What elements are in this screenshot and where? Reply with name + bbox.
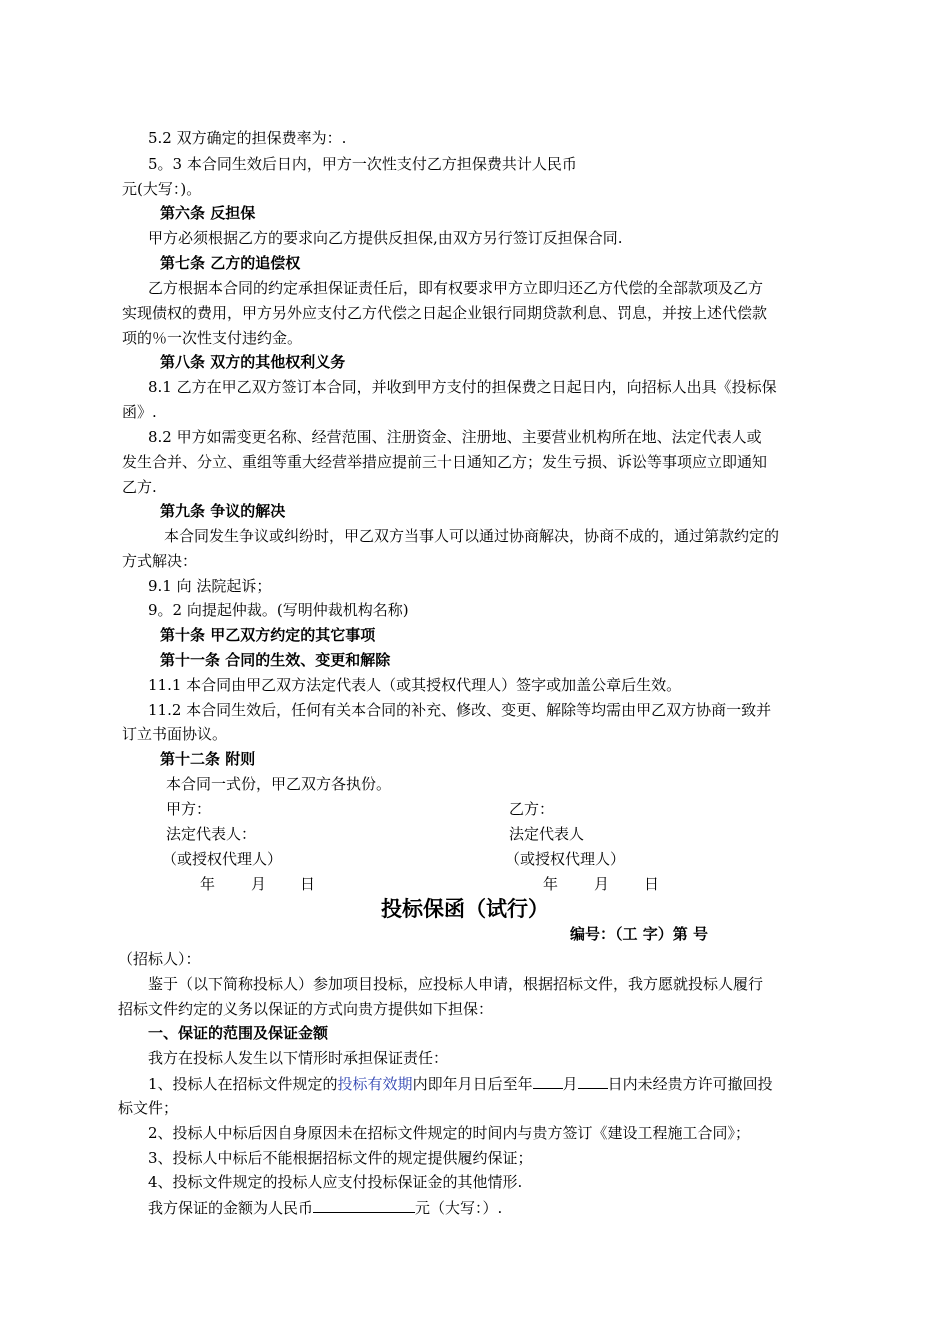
- clause-8-2: 8.2 甲方如需变更名称、经营范围、注册资金、注册地、主要营业机构所在地、法定代表人或: [148, 428, 762, 446]
- clause-11-2-cont: 订立书面协议。: [122, 725, 228, 743]
- clause-8-2-cont-1: 发生合并、分立、重组等重大经营举措应提前三十日通知乙方；发生亏损、诉讼等事项应立即通知: [122, 453, 768, 471]
- guarantee-item-1-cont: 标文件；: [118, 1099, 179, 1117]
- article-9-heading: 第九条 争议的解决: [160, 502, 286, 520]
- clause-8-1: 8.1 乙方在甲乙双方签订本合同，并收到甲方支付的担保费之日起日内，向招标人出具《投标保: [148, 378, 777, 396]
- article-12-text: 本合同一式份，甲乙双方各执份。: [166, 775, 392, 793]
- item-1-month: 月: [562, 1075, 578, 1093]
- party-a-agent: （或授权代理人）: [162, 850, 283, 868]
- clause-8-1-cont: 函》.: [122, 403, 157, 421]
- party-a-date-day: 日: [300, 875, 316, 893]
- party-a-date-year: 年: [200, 875, 216, 893]
- amount-prefix: 我方保证的金额为人民币: [148, 1199, 314, 1217]
- clause-5-3: 5。3 本合同生效后日内，甲方一次性支付乙方担保费共计人民币: [148, 155, 577, 173]
- clause-9-2: 9。2 向提起仲裁。(写明仲裁机构名称): [148, 601, 409, 619]
- article-9-line-2: 方式解决：: [122, 552, 198, 570]
- party-b-date-year: 年: [543, 875, 559, 893]
- party-b-date-day: 日: [644, 875, 660, 893]
- guarantee-para-1: 鉴于（以下简称投标人）参加项目投标，应投标人申请，根据招标文件，我方愿就投标人履行: [148, 975, 764, 993]
- article-6-text: 甲方必须根据乙方的要求向乙方提供反担保,由双方另行签订反担保合同.: [148, 229, 623, 247]
- article-7-line-2: 实现债权的费用，甲方另外应支付乙方代偿之日起企业银行同期贷款利息、罚息，并按上述代偿款: [122, 304, 768, 322]
- guarantee-item-2: 2、投标人中标后因自身原因未在招标文件规定的时间内与贵方签订《建设工程施工合同》；: [148, 1124, 751, 1142]
- bid-validity-link[interactable]: 投标有效期: [337, 1075, 413, 1093]
- party-a-representative: 法定代表人：: [166, 825, 257, 843]
- day-blank: [578, 1073, 608, 1089]
- party-b-label: 乙方：: [509, 800, 555, 818]
- article-8-heading: 第八条 双方的其他权利义务: [160, 353, 346, 371]
- party-b-date-month: 月: [594, 875, 610, 893]
- section-1-heading: 一、保证的范围及保证金额: [148, 1024, 329, 1042]
- clause-8-2-cont-2: 乙方.: [122, 478, 157, 496]
- item-1-suffix: 日内未经贵方许可撤回投: [607, 1075, 773, 1093]
- month-blank: [533, 1073, 563, 1089]
- guarantee-addressee: （招标人）：: [118, 950, 201, 968]
- guarantee-item-4: 4、投标文件规定的投标人应支付投标保证金的其他情形.: [148, 1173, 523, 1191]
- guarantee-title: 投标保函（试行）: [381, 897, 549, 921]
- guarantee-amount: [148, 1197, 502, 1218]
- clause-11-1: 11.1 本合同由甲乙双方法定代表人（或其授权代理人）签字或加盖公章后生效。: [148, 676, 682, 694]
- party-a-label: 甲方：: [166, 800, 212, 818]
- amount-blank: [313, 1197, 415, 1213]
- clause-5-2: 5.2 双方确定的担保费率为：.: [148, 129, 347, 147]
- article-7-heading: 第七条 乙方的追偿权: [160, 254, 301, 272]
- article-12-heading: 第十二条 附则: [160, 750, 256, 768]
- article-7-line-3: 项的％一次性支付违约金。: [122, 329, 303, 347]
- guarantee-para-1-cont: 招标文件约定的义务以保证的方式向贵方提供如下担保：: [118, 1000, 494, 1018]
- guarantee-number: 编号：（工 字）第 号: [570, 925, 708, 943]
- article-11-heading: 第十一条 合同的生效、变更和解除: [160, 651, 391, 669]
- article-7-line-1: 乙方根据本合同的约定承担保证责任后，即有权要求甲方立即归还乙方代偿的全部款项及乙方: [148, 279, 764, 297]
- amount-suffix: 元（大写：）.: [415, 1199, 503, 1217]
- party-a-date-month: 月: [251, 875, 267, 893]
- clause-5-3-cont: 元(大写：)。: [122, 180, 202, 198]
- item-1-middle: 内即年月日后至年: [412, 1075, 533, 1093]
- guarantee-item-3: 3、投标人中标后不能根据招标文件的规定提供履约保证；: [148, 1149, 533, 1167]
- article-10-heading: 第十条 甲乙双方约定的其它事项: [160, 626, 376, 644]
- guarantee-item-1: [148, 1073, 773, 1094]
- article-6-heading: 第六条 反担保: [160, 204, 256, 222]
- clause-9-1: 9.1 向 法院起诉；: [148, 577, 272, 595]
- article-9-line-1: 本合同发生争议或纠纷时，甲乙双方当事人可以通过协商解决，协商不成的，通过第款约定的: [164, 527, 780, 545]
- guarantee-para-2: 我方在投标人发生以下情形时承担保证责任：: [148, 1049, 449, 1067]
- clause-11-2: 11.2 本合同生效后，任何有关本合同的补充、修改、变更、解除等均需由甲乙双方协商一致并: [148, 701, 772, 719]
- party-b-representative: 法定代表人: [509, 825, 585, 843]
- item-1-prefix: 1、投标人在招标文件规定的: [148, 1075, 338, 1093]
- party-b-agent: （或授权代理人）: [505, 850, 626, 868]
